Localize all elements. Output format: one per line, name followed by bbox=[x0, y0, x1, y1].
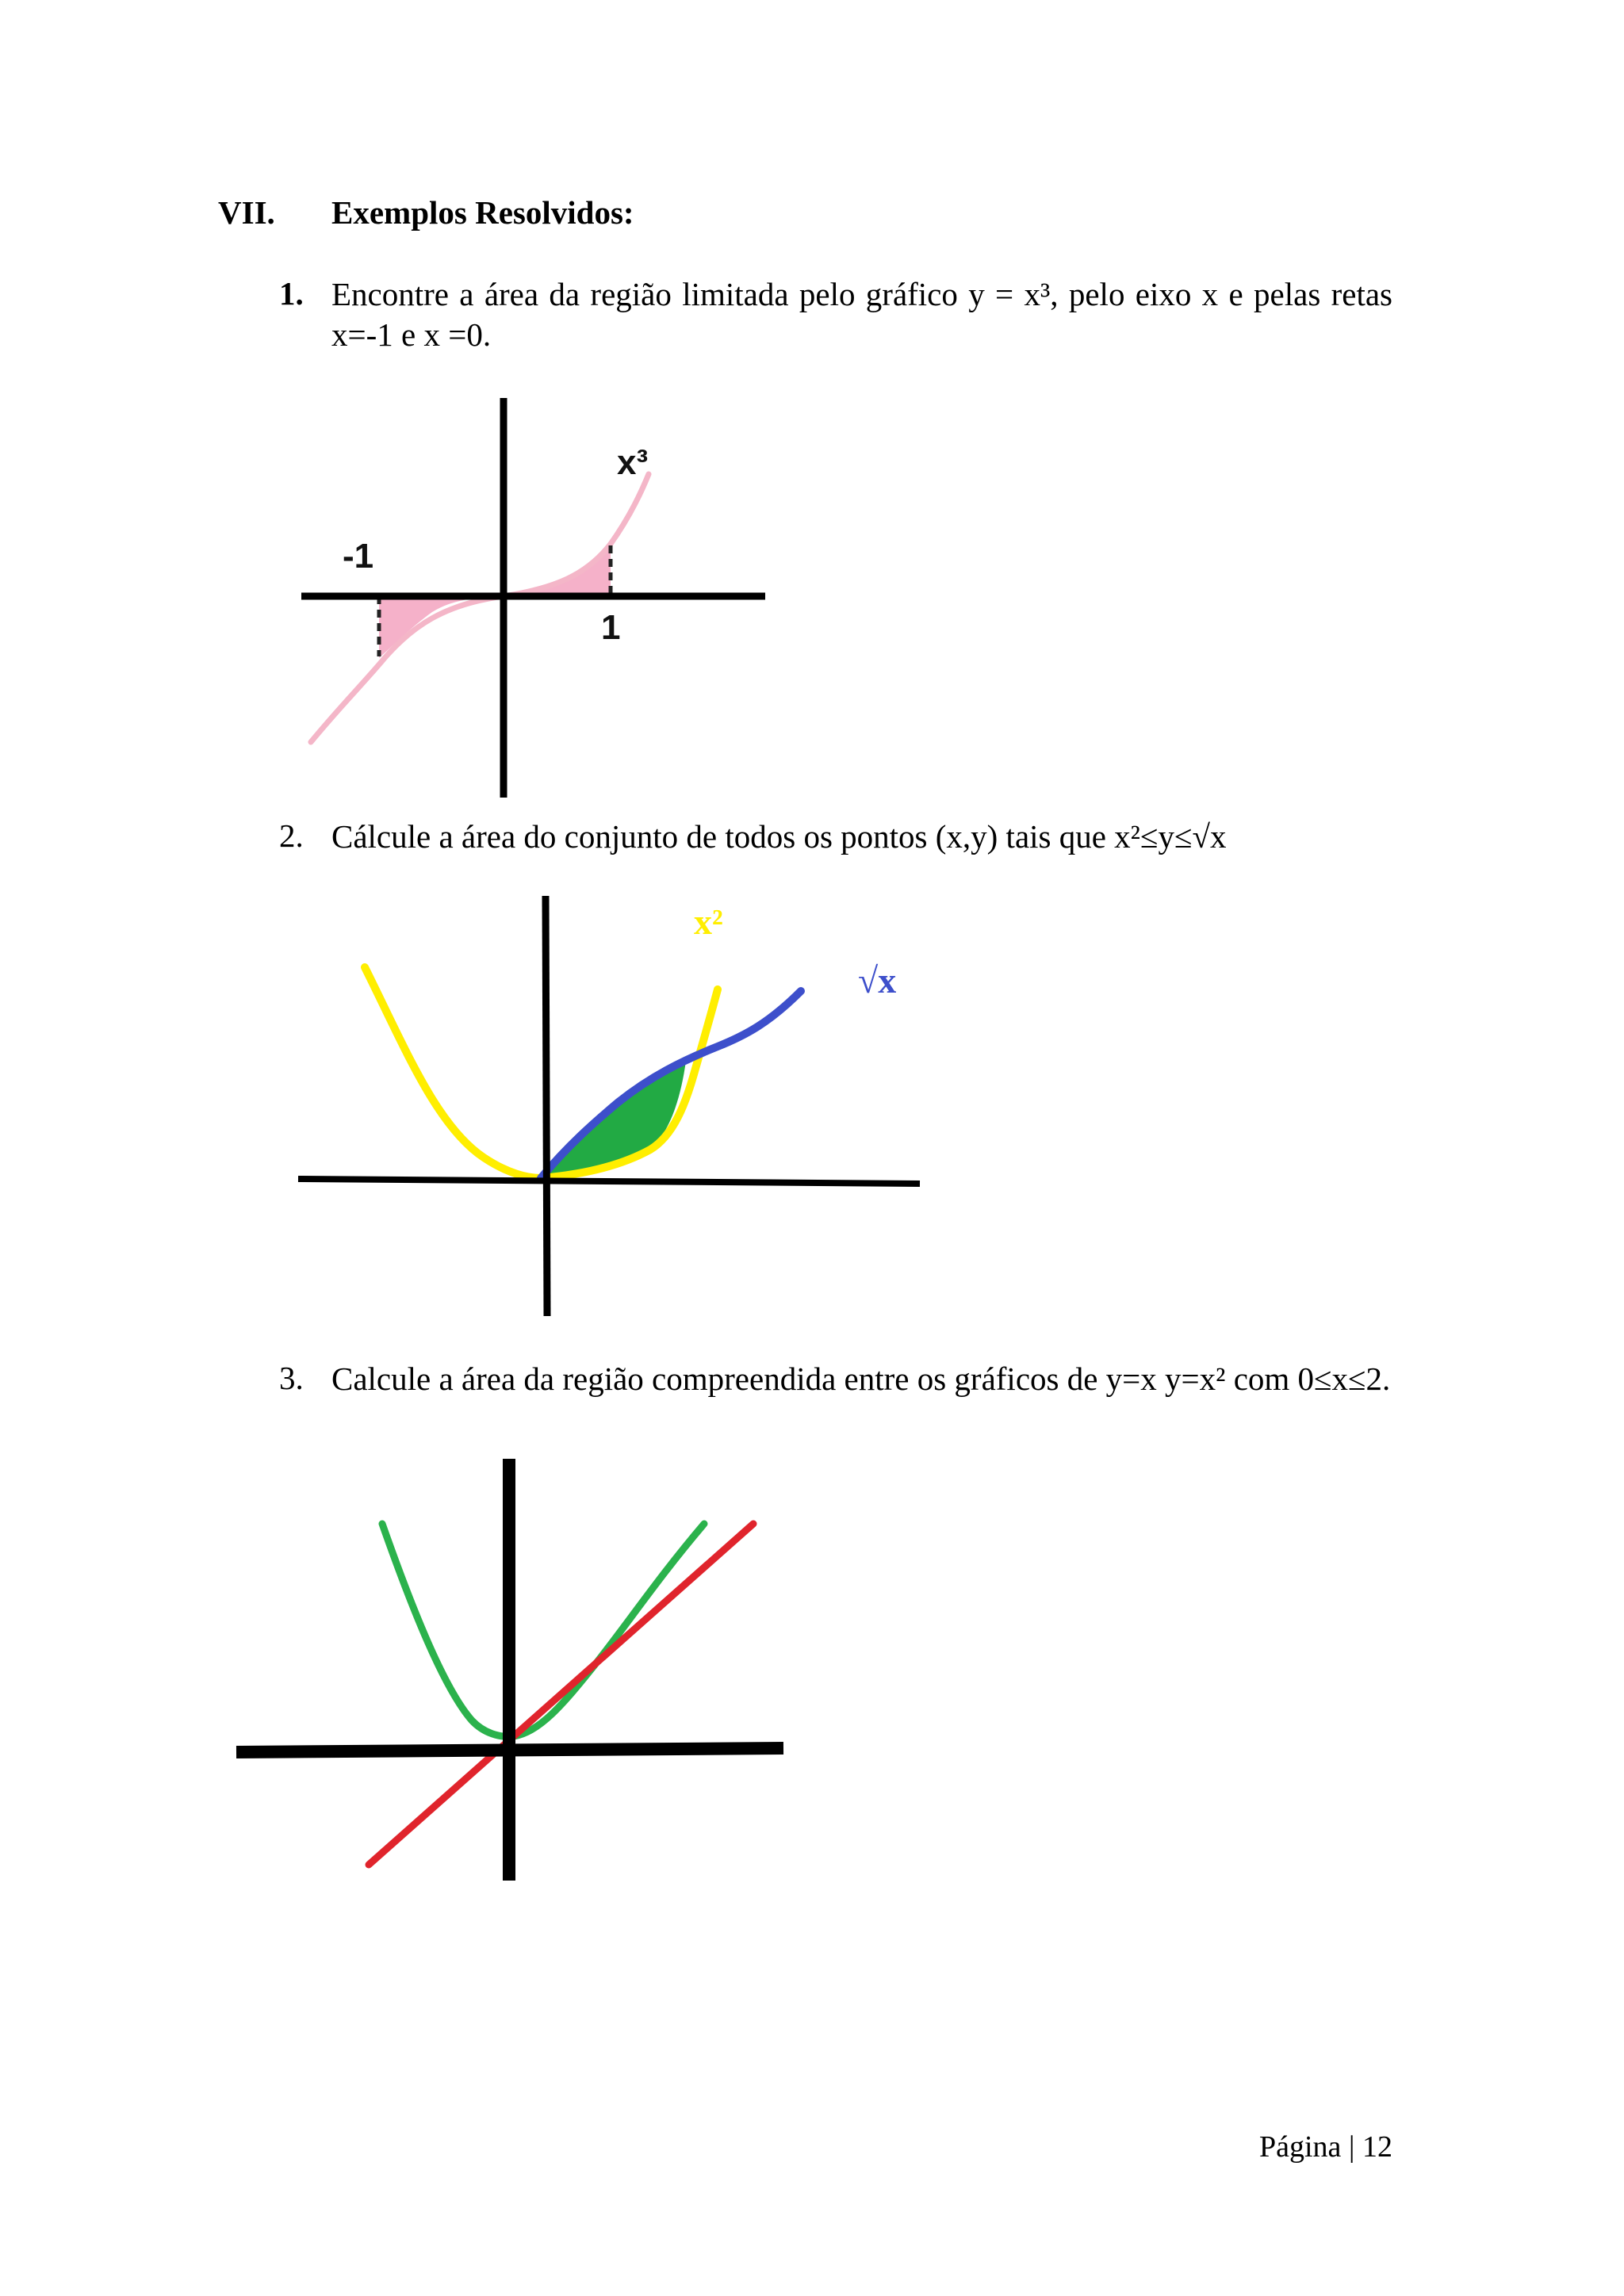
cubic-curve bbox=[311, 474, 649, 742]
question-2-number: 2. bbox=[279, 817, 304, 854]
section-title: Exemplos Resolvidos: bbox=[331, 194, 634, 231]
label-minus-one: -1 bbox=[343, 537, 374, 576]
page-number: Página | 12 bbox=[1258, 2130, 1392, 2164]
y-axis bbox=[546, 896, 547, 1316]
shaded-region-right bbox=[504, 544, 611, 596]
shaded-region-green bbox=[541, 1061, 686, 1178]
label-one: 1 bbox=[601, 608, 621, 647]
shaded-region-left bbox=[379, 596, 504, 658]
parabola-curve-green bbox=[382, 1524, 704, 1736]
section-number: VII. bbox=[218, 194, 275, 231]
curve-label-x3: x³ bbox=[617, 443, 649, 482]
question-2-text: Cálcule a área do conjunto de todos os pontos (x,y) tais que x²≤y≤√x bbox=[331, 818, 1227, 855]
figure-cubic-area bbox=[293, 388, 785, 809]
x-axis bbox=[298, 1179, 920, 1184]
question-3-number: 3. bbox=[279, 1360, 304, 1396]
label-sqrt-x: √x bbox=[858, 960, 897, 1001]
line-red bbox=[369, 1524, 753, 1865]
figure-parabola-sqrt bbox=[293, 888, 928, 1324]
question-3-text: Calcule a área da região compreendida entre os gráficos de y=x y=x² com 0≤x≤2. bbox=[331, 1360, 1391, 1397]
question-1-number: 1. bbox=[279, 275, 304, 312]
label-x-squared: x² bbox=[694, 901, 723, 942]
figure-line-parabola bbox=[230, 1451, 801, 1887]
question-1-text: Encontre a área da região limitada pelo gráfico y = x³, pelo eixo x e pelas retas x=-1 e x =0. bbox=[331, 276, 1392, 353]
